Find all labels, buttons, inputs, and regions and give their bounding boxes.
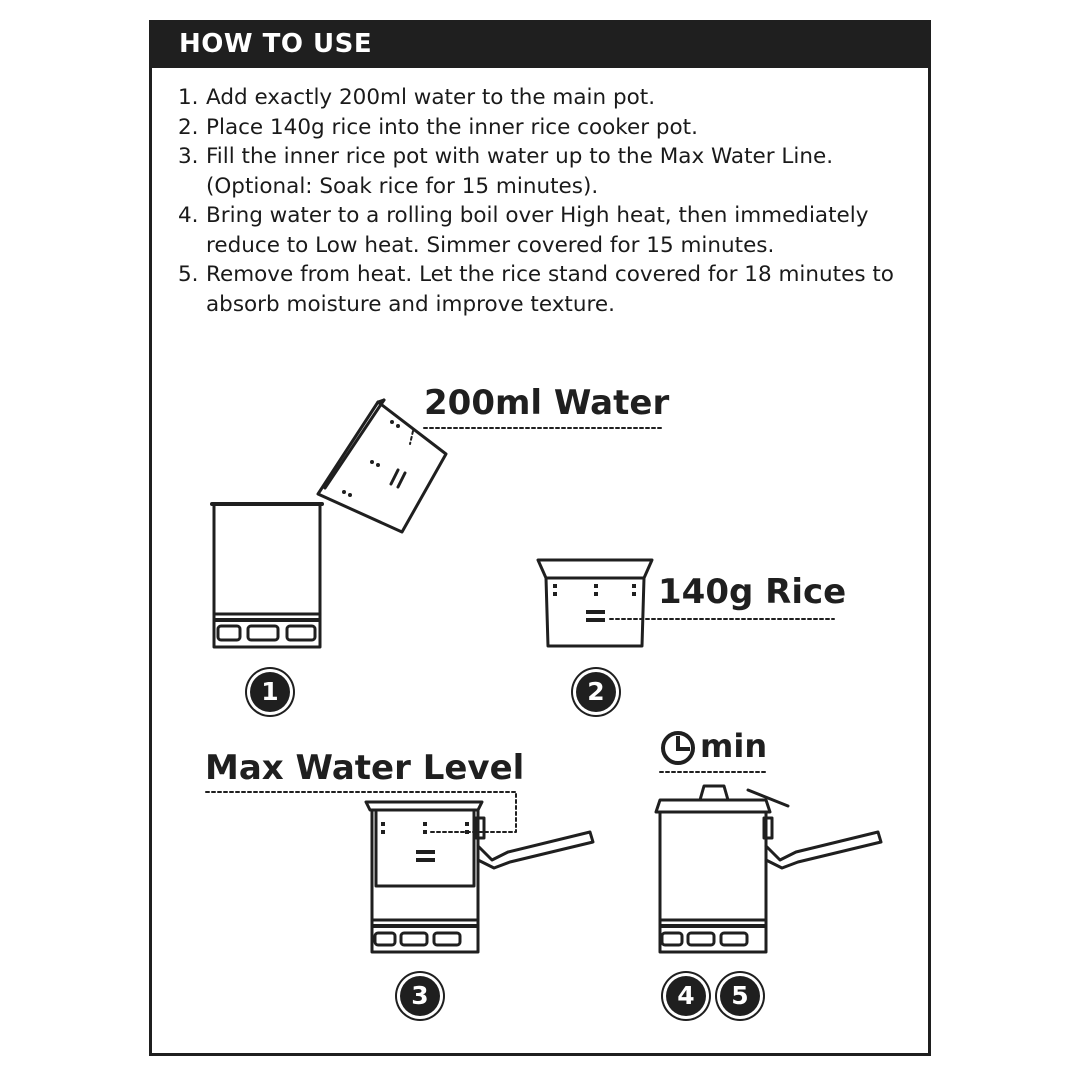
header-title: HOW TO USE	[179, 29, 373, 59]
step-badge-5: 5	[720, 976, 760, 1016]
max-water-level-label: Max Water Level	[205, 748, 525, 788]
step-badge-3: 3	[400, 976, 440, 1016]
step-text: Remove from heat. Let the rice stand covered for 18 minutes to absorb moisture and improve texture.	[206, 262, 894, 317]
main-pot-illustration	[212, 504, 322, 647]
step-number: 4.	[178, 203, 199, 228]
covered-pot-illustration	[656, 772, 881, 952]
step-text: Bring water to a rolling boil over High heat, then immediately reduce to Low heat. Simmer covered for 15 minutes.	[206, 203, 869, 258]
pot-with-inner-illustration	[206, 792, 593, 952]
step-badge-4: 4	[666, 976, 706, 1016]
step-number: 3.	[178, 144, 199, 169]
step-badge-1: 1	[250, 672, 290, 712]
step-text: Place 140g rice into the inner rice cooker pot.	[206, 114, 698, 140]
step-text: Add exactly 200ml water to the main pot.	[206, 85, 656, 110]
rice-amount-label: 140g Rice	[658, 572, 847, 612]
step-badge-2: 2	[576, 672, 616, 712]
step-number: 1.	[178, 85, 199, 110]
water-amount-label: 200ml Water	[424, 383, 670, 423]
step-text: Fill the inner rice pot with water up to the Max Water Line. (Optional: Soak rice for 15 minutes).	[206, 144, 834, 199]
clock-icon	[663, 733, 693, 763]
step-number: 5.	[178, 262, 199, 287]
timer-label: min	[700, 727, 768, 765]
step-number: 2.	[178, 114, 199, 140]
